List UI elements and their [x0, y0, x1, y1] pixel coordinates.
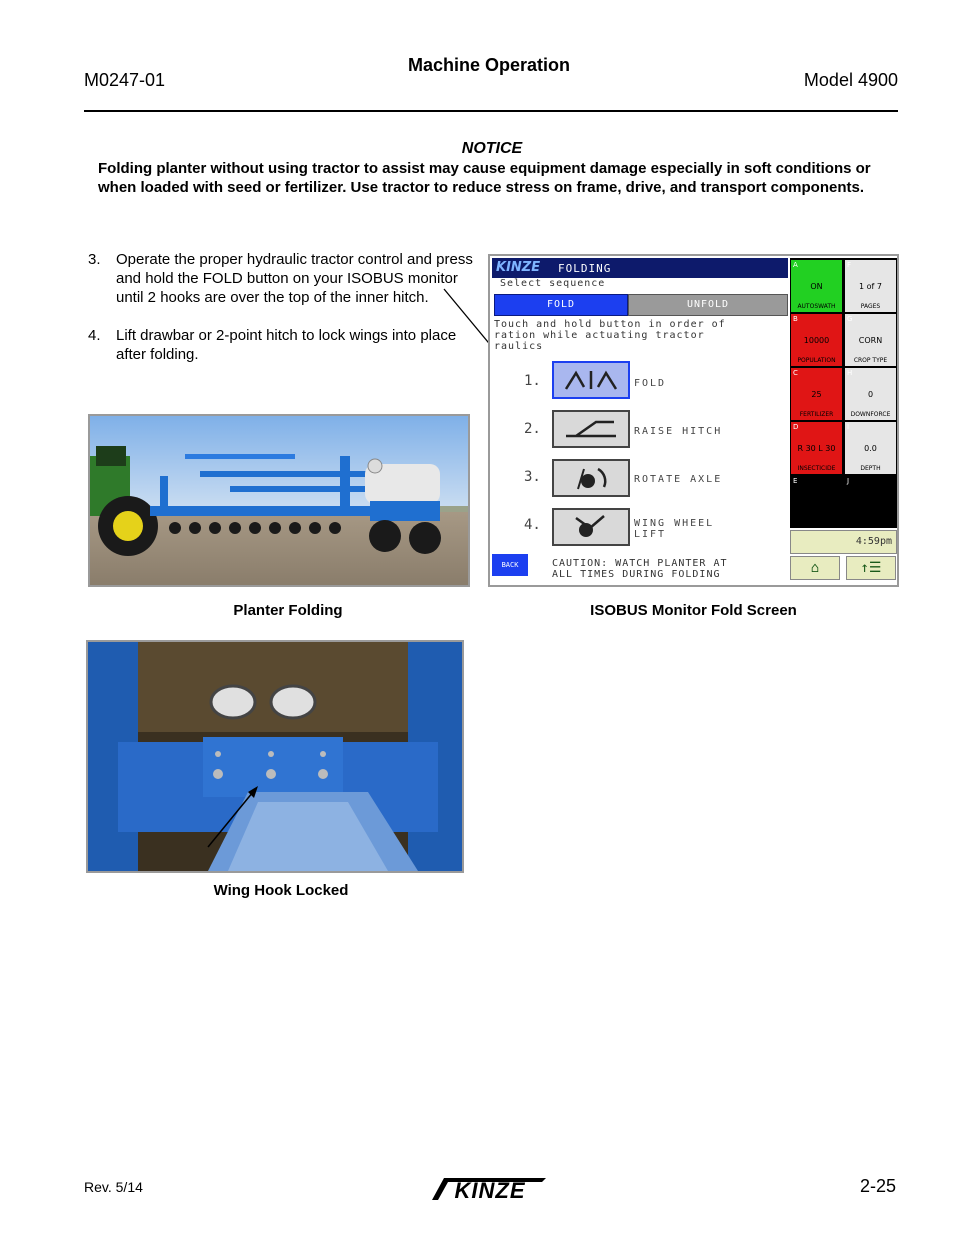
home-button[interactable]: [790, 556, 840, 580]
fold-wings-icon: [554, 363, 628, 397]
fold-sequence-button[interactable]: [552, 361, 630, 399]
tile-letter: C: [793, 369, 798, 377]
step-number: 4.: [88, 327, 101, 344]
tile-letter: A: [793, 261, 798, 269]
depth-tile[interactable]: [845, 422, 896, 474]
planter-folding-image: [90, 416, 468, 585]
monitor-instructions: [494, 319, 784, 352]
tile-value: 0.0: [864, 444, 877, 453]
kinze-logo-mark: [430, 1174, 550, 1204]
notice-title: NOTICE: [461, 140, 523, 157]
insecticide-tile[interactable]: [791, 422, 842, 474]
menu-button[interactable]: [846, 556, 896, 580]
monitor-title-bar: [492, 258, 788, 278]
raise-hitch-button[interactable]: [552, 410, 630, 448]
sequence-number: 3.: [524, 469, 541, 485]
monitor-brand-logo: KINZE: [496, 260, 541, 275]
sequence-label: RAISE HITCH: [634, 426, 723, 437]
up-menu-icon: ↑☰: [860, 560, 882, 576]
tile-label: CROP TYPE: [853, 357, 888, 364]
step-number: 3.: [88, 251, 101, 268]
logo-text: KINZE: [454, 1178, 526, 1203]
raise-hitch-icon: [554, 412, 628, 446]
monitor-subtitle: Select sequence: [500, 278, 606, 289]
sequence-number: 4.: [524, 517, 541, 533]
unfold-tab-button[interactable]: UNFOLD: [628, 294, 788, 316]
model-name: Model 4900: [803, 70, 898, 90]
caution-line: CAUTION: WATCH PLANTER AT: [552, 558, 728, 569]
sequence-number: 1.: [524, 373, 541, 389]
caption-wing-hook: Wing Hook Locked: [213, 882, 349, 899]
tile-letter: J: [847, 477, 850, 485]
tile-value: 1 of 7: [859, 282, 882, 291]
tile-value: R 30 L 30: [797, 444, 836, 453]
revision-date: Rev. 5/14: [84, 1179, 143, 1195]
fertilizer-tile[interactable]: [791, 368, 842, 420]
population-tile[interactable]: [791, 314, 842, 366]
monitor-clock: 4:59pm: [790, 530, 897, 554]
caption-isobus-screen: ISOBUS Monitor Fold Screen: [590, 602, 797, 619]
wing-wheel-lift-icon: [554, 510, 628, 544]
caption-planter-folding: Planter Folding: [233, 602, 343, 619]
tile-letter: I: [847, 423, 850, 431]
tile-value: 10000: [803, 336, 830, 345]
rotate-axle-icon: [554, 461, 628, 495]
notice-body: Folding planter without using tractor to assist may cause equipment damage especially in soft conditions or when loaded with seed or fertilizer. Use tractor to reduce stress on frame, drive, and transport components.: [98, 160, 871, 196]
rotate-axle-button[interactable]: [552, 459, 630, 497]
instruction-line: ration while actuating tractor: [494, 330, 705, 341]
back-button[interactable]: BACK: [492, 554, 528, 576]
step-text: Operate the proper hydraulic tractor control and press and hold the FOLD button on your ISOBUS monitor until 2 hooks are over the top of the inner hitch.: [116, 251, 473, 306]
step-item: [88, 326, 488, 364]
page-number: 2-25: [859, 1176, 896, 1196]
tile-letter: G: [847, 315, 853, 323]
tile-value: 25: [811, 390, 822, 399]
instruction-line: raulics: [494, 341, 544, 352]
step-item: [88, 250, 488, 307]
downforce-tile[interactable]: [845, 368, 896, 420]
pages-tile[interactable]: [845, 260, 896, 312]
tile-label: PAGES: [860, 303, 881, 310]
wing-hook-image: [88, 642, 462, 871]
tile-letter: E: [793, 477, 798, 485]
tile-value: CORN: [858, 336, 883, 345]
fold-caution: [552, 558, 728, 580]
planter-folding-photo: [88, 414, 470, 587]
sequence-number: 2.: [524, 421, 541, 437]
wing-wheel-lift-button[interactable]: [552, 508, 630, 546]
isobus-monitor-screen: [488, 254, 899, 587]
tile-letter: D: [793, 423, 799, 431]
crop-type-tile[interactable]: [845, 314, 896, 366]
tile-letter: H: [847, 369, 853, 377]
tile-label: DEPTH: [860, 465, 881, 472]
home-icon: ⌂: [810, 560, 820, 576]
kinze-logo: [430, 1174, 550, 1204]
doc-number: M0247-01: [84, 70, 166, 90]
monitor-side-panel: [790, 258, 897, 528]
section-title: Machine Operation: [407, 55, 571, 75]
fold-tab-button[interactable]: FOLD: [494, 294, 628, 316]
autoswath-tile[interactable]: [791, 260, 842, 312]
tile-letter: F: [847, 261, 852, 269]
tile-label: DOWNFORCE: [850, 411, 891, 418]
tile-label: AUTOSWATH: [797, 303, 836, 310]
tile-value: ON: [810, 282, 823, 291]
tile-value: 0: [867, 390, 874, 399]
monitor-title: FOLDING: [558, 262, 612, 275]
header-rule: [84, 110, 898, 112]
tile-label: INSECTICIDE: [797, 465, 836, 472]
wing-hook-photo: [86, 640, 464, 873]
sequence-label: ROTATE AXLE: [634, 474, 723, 485]
step-text: Lift drawbar or 2-point hitch to lock wings into place after folding.: [116, 327, 457, 363]
steps-list: [88, 250, 488, 383]
instruction-line: Touch and hold button in order of: [494, 319, 726, 330]
sequence-label: FOLD: [634, 378, 667, 389]
sequence-label: LIFT: [634, 529, 667, 540]
tile-label: POPULATION: [797, 357, 836, 364]
caution-line: ALL TIMES DURING FOLDING: [552, 569, 721, 580]
sequence-label: WING WHEEL: [634, 518, 715, 529]
tile-label: FERTILIZER: [799, 411, 834, 418]
tile-letter: B: [793, 315, 798, 323]
